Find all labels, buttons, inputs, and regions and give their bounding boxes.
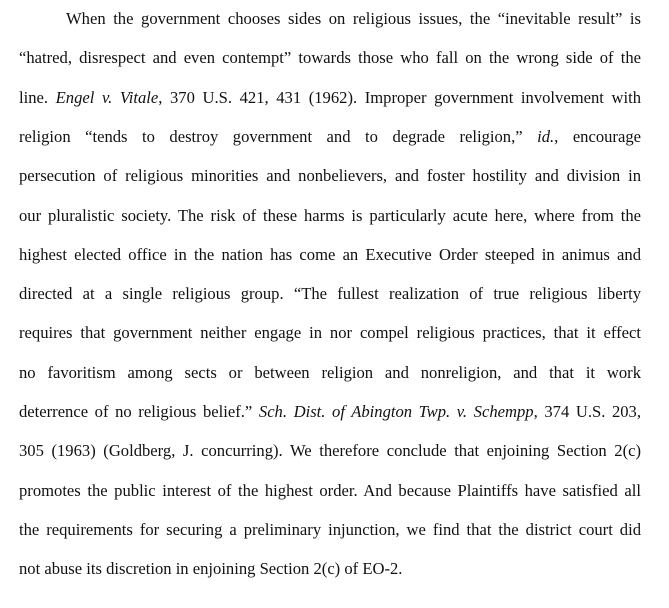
text-line — [19, 363, 641, 383]
text-segment: requires that government neither engage in nor compel religious practices, that it effect — [19, 323, 641, 342]
text-line — [19, 284, 641, 304]
text-line — [19, 481, 641, 501]
text-segment: highest elected office in the nation has come an Executive Order steeped in animus and — [19, 245, 641, 264]
text-segment: When the government chooses sides on religious issues, the “inevitable result” is — [66, 9, 641, 28]
text-line — [19, 166, 641, 186]
text-line — [19, 441, 641, 461]
text-segment: line. — [19, 88, 56, 107]
case-citation: Sch. Dist. of Abington Twp. v. Schempp — [258, 402, 534, 421]
text-segment: 305 (1963) (Goldberg, J. concurring). We therefore conclude that enjoining Section 2(c) — [19, 441, 641, 460]
text-segment: no favoritism among sects or between religion and nonreligion, and that it work — [19, 363, 641, 382]
text-line — [19, 48, 641, 68]
text-line — [19, 559, 641, 579]
text-segment: not abuse its discretion in enjoining Section 2(c) of EO-2. — [19, 559, 403, 578]
text-line — [19, 206, 641, 226]
text-segment: directed at a single religious group. “The fullest realization of true religious liberty — [19, 284, 641, 303]
text-segment: , 370 U.S. 421, 431 (1962). Improper government involvement with — [158, 88, 641, 107]
case-citation: id. — [537, 127, 555, 146]
text-line — [19, 88, 641, 108]
text-segment: “hatred, disrespect and even contempt” towards those who fall on the wrong side of the — [19, 48, 641, 67]
text-segment: deterrence of no religious belief.” — [19, 402, 259, 421]
text-segment: , 374 U.S. 203, — [533, 402, 641, 421]
text-line — [19, 402, 641, 422]
text-line — [19, 323, 641, 343]
text-line — [66, 9, 641, 29]
text-segment: , encourage — [554, 127, 641, 146]
text-line — [19, 127, 641, 147]
text-segment: promotes the public interest of the highest order. And because Plaintiffs have satisfied all — [19, 481, 641, 500]
text-segment: the requirements for securing a preliminary injunction, we find that the district court did — [19, 520, 641, 539]
text-segment: our pluralistic society. The risk of these harms is particularly acute here, where from the — [19, 206, 641, 225]
text-segment: religion “tends to destroy government and to degrade religion,” — [19, 127, 538, 146]
text-line — [19, 245, 641, 265]
text-segment: persecution of religious minorities and nonbelievers, and foster hostility and division in — [19, 166, 641, 185]
text-line — [19, 520, 641, 540]
case-citation: Engel v. Vitale — [55, 88, 159, 107]
